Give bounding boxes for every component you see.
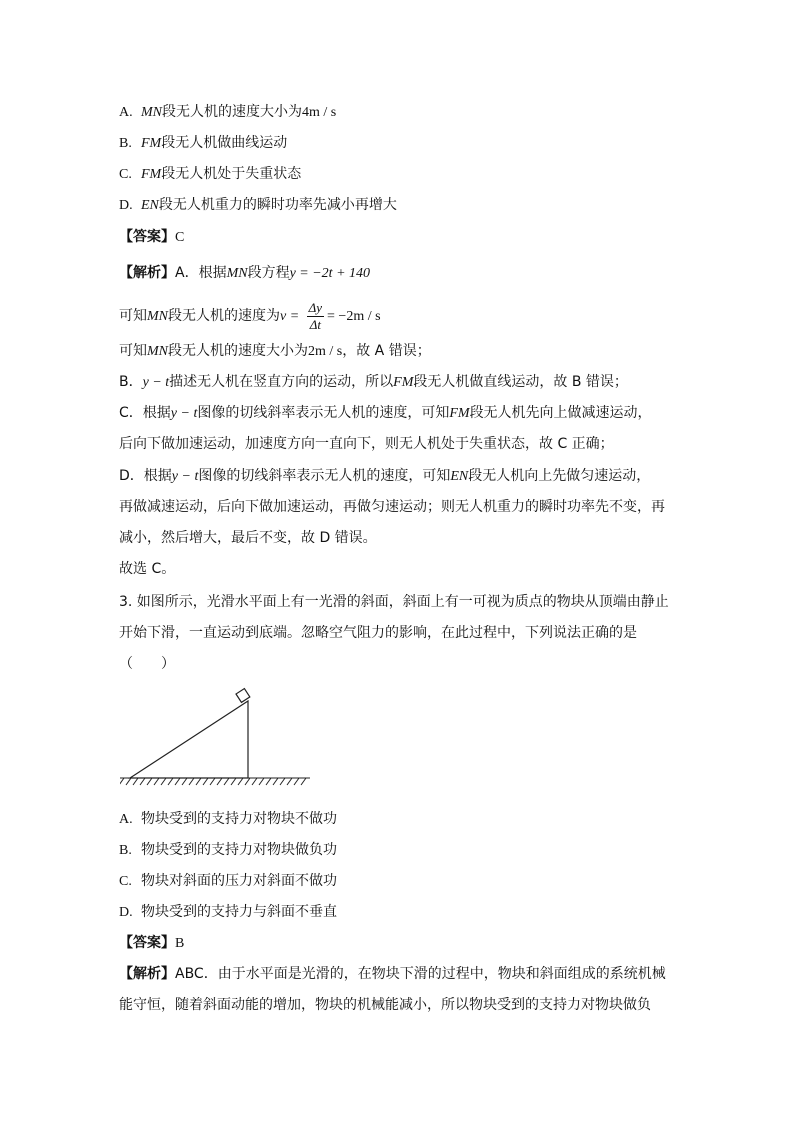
analysis-text: 段无人机的速度大小为 [168, 343, 308, 359]
hatch-mark [294, 778, 299, 785]
hatch-mark [224, 778, 229, 785]
graph-var: y − t [170, 406, 198, 421]
segment-var: EN [141, 198, 159, 213]
question-3-line-3: （ ） [119, 656, 175, 672]
velocity-fraction [307, 300, 324, 333]
segment-var: FM [449, 406, 470, 421]
option-b [119, 132, 287, 155]
block-on-incline [236, 689, 250, 703]
analysis-q3-line-1 [119, 963, 666, 985]
segment-var: MN [226, 266, 248, 281]
option-a [119, 101, 336, 124]
option-text: 段无人机重力的瞬时功率先减小再增大 [158, 197, 397, 213]
equation: y = −2t + 140 [289, 266, 371, 281]
segment-var: FM [141, 136, 162, 151]
option-letter: A. [119, 105, 133, 120]
analysis-text: 段方程 [247, 265, 290, 281]
analysis-text: 图像的切线斜率表示无人机的速度，可知 [198, 468, 451, 484]
option-text: 段无人机处于失重状态 [161, 166, 302, 182]
velocity-symbol: v = [280, 309, 300, 324]
graph-var: y − t [171, 469, 199, 484]
graph-var: y − t [142, 375, 170, 390]
hatch-mark [182, 778, 187, 785]
analysis-text: 段无人机的速度为 [168, 308, 280, 324]
analysis-line-7 [119, 465, 650, 488]
hatch-mark [161, 778, 166, 785]
answer-q2 [119, 226, 184, 249]
hatch-mark [210, 778, 215, 785]
hatch-mark [245, 778, 250, 785]
hatch-mark [252, 778, 257, 785]
analysis-line-2 [119, 296, 381, 337]
answer-value: C [175, 230, 185, 245]
analysis-text: ，故 A 错误； [342, 343, 431, 359]
answer-value: B [175, 936, 185, 951]
analysis-text: 段无人机先向上做减速运动， [469, 405, 652, 421]
analysis-line-4 [119, 371, 628, 394]
hatch-mark [189, 778, 194, 785]
hatch-mark [147, 778, 152, 785]
analysis-text: 可知 [119, 308, 147, 324]
q3-option-d [119, 901, 337, 924]
analysis-tag: 【解析】 [119, 966, 175, 982]
option-d [119, 194, 397, 217]
segment-var: MN [147, 344, 168, 359]
analysis-line-1 [119, 262, 370, 285]
ground-hatching [120, 778, 310, 785]
hatch-mark [133, 778, 138, 785]
velocity-result: = −2m / s [327, 309, 381, 324]
answer-tag: 【答案】 [119, 229, 175, 245]
analysis-tag: 【解析】 [119, 265, 175, 281]
q3-option-c [119, 870, 337, 893]
segment-var: FM [393, 375, 414, 390]
option-text: 段无人机做曲线运动 [161, 135, 288, 151]
segment-var: MN [147, 309, 168, 324]
hatch-mark [196, 778, 201, 785]
hatch-mark [175, 778, 180, 785]
option-letter: B. [119, 843, 132, 858]
analysis-q3-line-2: 能守恒，随着斜面动能的增加，物块的机械能减小，所以物块受到的支持力对物块做负 [119, 997, 651, 1013]
analysis-text: 可知 [119, 343, 147, 359]
option-letter: A. [119, 812, 133, 827]
hatch-mark [154, 778, 159, 785]
option-letter: B. [119, 136, 132, 151]
hatch-mark [140, 778, 145, 785]
incline-figure [120, 684, 320, 788]
option-letter: D. [119, 905, 133, 920]
hatch-mark [217, 778, 222, 785]
hatch-mark [168, 778, 173, 785]
analysis-text: 描述无人机在竖直方向的运动，所以 [169, 374, 394, 390]
option-text: 物块受到的支持力对物块不做功 [141, 811, 337, 827]
fraction-numerator: Δy [308, 299, 323, 315]
analysis-line-10: 故选 C。 [119, 561, 176, 577]
segment-var: FM [141, 167, 162, 182]
q3-option-a [119, 808, 337, 831]
option-text: 段无人机的速度大小为 [162, 104, 302, 120]
hatch-mark [287, 778, 292, 785]
option-value: 4m / s [302, 105, 337, 120]
speed-value: 2m / s [308, 344, 343, 359]
analysis-text: C．根据 [119, 405, 171, 421]
hatch-mark [120, 778, 124, 785]
q3-option-b [119, 839, 337, 862]
incline-triangle [130, 701, 248, 778]
analysis-text: B． [119, 374, 143, 390]
hatch-mark [301, 778, 306, 785]
analysis-text: D．根据 [119, 468, 172, 484]
answer-q3 [119, 932, 184, 955]
hatch-mark [273, 778, 278, 785]
fraction-denominator: Δt [309, 316, 321, 332]
analysis-line-9: 减小，然后增大，最后不变，故 D 错误。 [119, 530, 377, 546]
hatch-mark [238, 778, 243, 785]
question-3-line-1: 3. 如图所示，光滑水平面上有一光滑的斜面，斜面上有一可视为质点的物块从顶端由静止 [119, 594, 669, 610]
option-letter: D. [119, 198, 133, 213]
option-text: 物块受到的支持力与斜面不垂直 [141, 904, 337, 920]
analysis-line-8: 再做减速运动，后向下做加速运动，再做匀速运动；则无人机重力的瞬时功率先不变，再 [119, 499, 665, 515]
question-3-line-2: 开始下滑，一直运动到底端。忽略空气阻力的影响，在此过程中，下列说法正确的是 [119, 625, 637, 641]
analysis-line-6: 后向下做加速运动，加速度方向一直向下，则无人机处于失重状态，故 C 正确； [119, 436, 614, 452]
hatch-mark [231, 778, 236, 785]
analysis-text: 段无人机做直线运动，故 B 错误； [413, 374, 628, 390]
hatch-mark [280, 778, 285, 785]
option-letter: C. [119, 874, 132, 889]
hatch-mark [126, 778, 131, 785]
analysis-text: 段无人机向上先做匀速运动， [468, 468, 651, 484]
analysis-text: 图像的切线斜率表示无人机的速度，可知 [197, 405, 450, 421]
option-text: 物块受到的支持力对物块做负功 [141, 842, 337, 858]
option-text: 物块对斜面的压力对斜面不做功 [141, 873, 337, 889]
option-letter: C. [119, 167, 132, 182]
hatch-mark [259, 778, 264, 785]
analysis-text: A．根据 [175, 265, 227, 281]
analysis-text: ABC．由于水平面是光滑的，在物块下滑的过程中，物块和斜面组成的系统机械 [175, 966, 666, 982]
option-c [119, 163, 301, 186]
hatch-mark [266, 778, 271, 785]
analysis-line-3 [119, 340, 431, 363]
segment-var: EN [450, 469, 469, 484]
hatch-mark [203, 778, 208, 785]
answer-tag: 【答案】 [119, 935, 175, 951]
segment-var: MN [141, 105, 162, 120]
analysis-line-5 [119, 402, 652, 425]
